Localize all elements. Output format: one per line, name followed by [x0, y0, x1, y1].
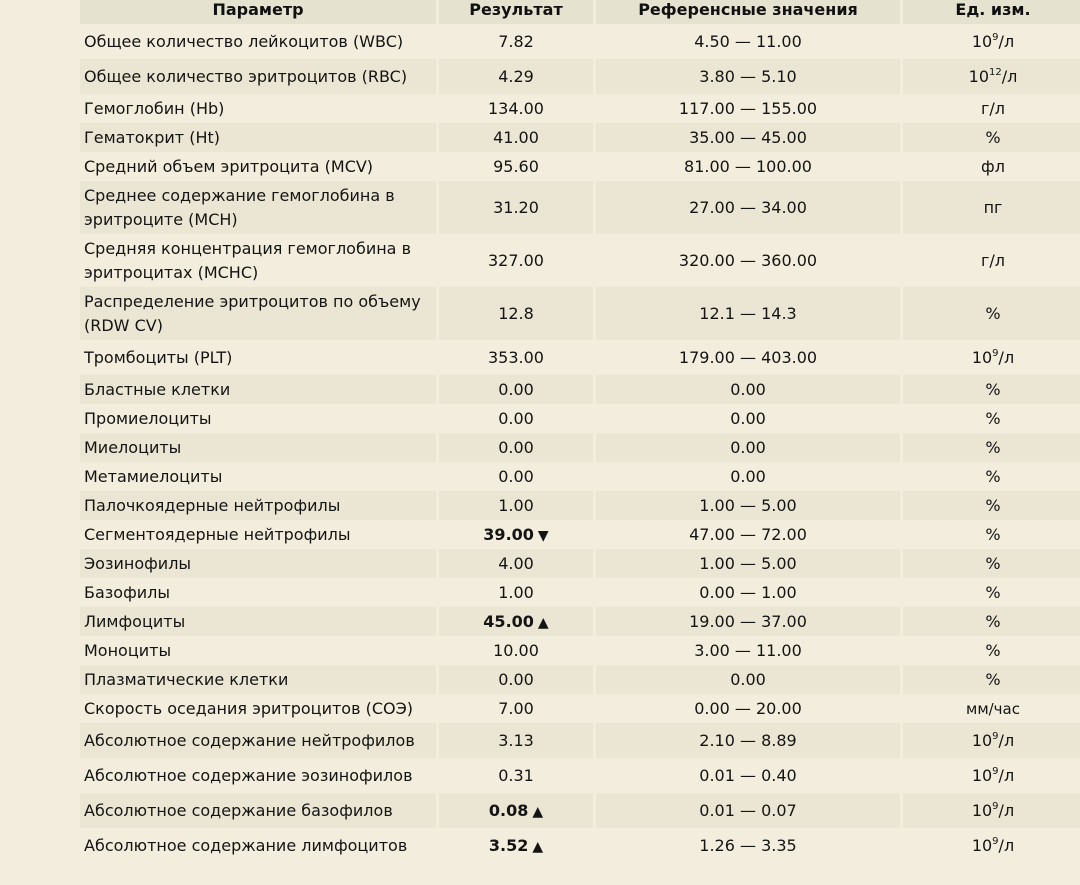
parameter-cell: Общее количество лейкоцитов (WBC)	[84, 31, 404, 51]
result-cell: 0.00	[498, 467, 534, 486]
result-cell: 31.20	[439, 181, 593, 234]
result-cell: 134.00	[488, 99, 544, 118]
unit-cell	[903, 828, 1080, 863]
unit-tail: /л	[998, 348, 1015, 367]
reference-cell: 1.00 — 5.00	[596, 549, 900, 578]
table-row	[80, 287, 1080, 340]
unit-cell: %	[985, 641, 1001, 660]
unit-cell	[903, 340, 1080, 375]
unit-cell: пг	[903, 181, 1080, 234]
reference-cell: 117.00 — 155.00	[678, 99, 818, 118]
reference-cell: 0.00	[730, 409, 766, 428]
table-row	[80, 433, 1080, 462]
result-cell: 353.00	[488, 348, 544, 367]
header-parameter: Параметр	[80, 0, 436, 24]
reference-cell: 3.00 — 11.00	[694, 641, 802, 660]
reference-cell: 0.00 — 20.00	[694, 699, 802, 718]
reference-cell: 0.00	[596, 375, 900, 404]
flagged-result-value: 3.52	[488, 836, 529, 855]
table-row	[80, 94, 1080, 123]
parameter-cell: Эозинофилы	[80, 549, 436, 578]
flagged-result-value: 45.00	[483, 612, 534, 631]
table-row	[80, 793, 1080, 828]
reference-cell: 320.00 — 360.00	[678, 251, 818, 270]
parameter-cell: Средний объем эритроцита (MCV)	[84, 156, 374, 176]
unit-cell: г/л	[980, 251, 1006, 270]
parameter-cell: Абсолютное содержание эозинофилов	[84, 765, 413, 785]
table-row	[80, 462, 1080, 491]
table-row	[80, 404, 1080, 433]
result-cell: 4.00	[439, 549, 593, 578]
unit-cell: %	[903, 123, 1080, 152]
result-cell	[439, 607, 593, 636]
unit-cell: %	[903, 375, 1080, 404]
parameter-cell: Гемоглобин (Hb)	[84, 98, 225, 118]
table-row	[80, 59, 1080, 94]
reference-cell: 1.26 — 3.35	[699, 836, 797, 855]
table-row	[80, 234, 1080, 287]
unit-base: 10	[971, 348, 993, 367]
reference-cell: 19.00 — 37.00	[596, 607, 900, 636]
parameter-cell: Скорость оседания эритроцитов (СОЭ)	[84, 698, 414, 718]
parameter-line-2: эритроците (MCH)	[84, 209, 238, 229]
unit-tail: /л	[1001, 67, 1018, 86]
arrow-down-icon: ▼	[537, 528, 549, 544]
unit-cell: %	[985, 409, 1001, 428]
flagged-result-value: 0.08	[488, 801, 529, 820]
reference-cell: 0.00 — 1.00	[699, 583, 797, 602]
unit-cell: мм/час	[966, 699, 1020, 718]
reference-cell: 0.01 — 0.07	[596, 793, 900, 828]
unit-cell: %	[903, 491, 1080, 520]
table-row	[80, 578, 1080, 607]
unit-exponent: 9	[992, 836, 999, 847]
table-row	[80, 491, 1080, 520]
parameter-cell: Плазматические клетки	[80, 665, 436, 694]
parameter-cell: Метамиелоциты	[84, 466, 223, 486]
unit-cell	[903, 793, 1080, 828]
unit-cell: %	[985, 583, 1001, 602]
unit-tail: /л	[998, 32, 1015, 51]
parameter-cell: Тромбоциты (PLT)	[84, 347, 233, 367]
table-row	[80, 607, 1080, 636]
unit-tail: /л	[998, 731, 1015, 750]
parameter-line-2: эритроцитах (MCHC)	[84, 262, 259, 282]
result-cell: 0.00	[498, 409, 534, 428]
table-row	[80, 665, 1080, 694]
unit-base: 10	[971, 766, 993, 785]
table-row	[80, 828, 1080, 863]
parameter-cell: Лимфоциты	[80, 607, 436, 636]
table-row	[80, 375, 1080, 404]
unit-tail: /л	[998, 801, 1015, 820]
result-cell: 7.82	[498, 32, 534, 51]
parameter-cell: Миелоциты	[80, 433, 436, 462]
unit-base: 10	[971, 731, 993, 750]
blood-test-table	[77, 0, 1080, 863]
unit-exponent: 12	[989, 67, 1002, 78]
unit-cell	[903, 758, 1080, 793]
result-cell: 95.60	[493, 157, 539, 176]
unit-exponent: 9	[992, 32, 999, 43]
unit-cell: фл	[981, 157, 1005, 176]
unit-cell: %	[903, 607, 1080, 636]
table-row	[80, 549, 1080, 578]
arrow-up-icon: ▲	[537, 615, 549, 631]
reference-cell: 0.00	[730, 467, 766, 486]
result-cell: 327.00	[488, 251, 544, 270]
result-cell: 10.00	[493, 641, 539, 660]
result-cell: 0.00	[439, 665, 593, 694]
table-row	[80, 723, 1080, 758]
table-row	[80, 181, 1080, 234]
unit-cell	[903, 59, 1080, 94]
unit-cell: %	[985, 467, 1001, 486]
unit-exponent: 9	[992, 801, 999, 812]
header-result: Результат	[439, 0, 593, 24]
result-cell: 12.8	[439, 287, 593, 340]
reference-cell: 179.00 — 403.00	[678, 348, 818, 367]
unit-cell: %	[903, 433, 1080, 462]
parameter-cell	[80, 234, 436, 287]
unit-base: 10	[971, 32, 993, 51]
unit-cell	[903, 24, 1080, 59]
unit-cell: %	[985, 525, 1001, 544]
unit-exponent: 9	[992, 766, 999, 777]
unit-cell: %	[903, 549, 1080, 578]
flagged-result-value: 39.00	[483, 525, 534, 544]
table-row	[80, 520, 1080, 549]
table-row	[80, 758, 1080, 793]
parameter-line-1: Распределение эритроцитов по объему	[84, 291, 421, 311]
reference-cell: 12.1 — 14.3	[596, 287, 900, 340]
parameter-cell: Абсолютное содержание нейтрофилов	[80, 723, 436, 758]
reference-cell: 4.50 — 11.00	[694, 32, 802, 51]
table-row	[80, 340, 1080, 375]
parameter-cell: Сегментоядерные нейтрофилы	[84, 524, 351, 544]
unit-tail: /л	[998, 836, 1015, 855]
table-row	[80, 152, 1080, 181]
result-cell	[439, 520, 593, 549]
unit-cell: г/л	[980, 99, 1006, 118]
table-row	[80, 24, 1080, 59]
unit-tail: /л	[998, 766, 1015, 785]
parameter-cell: Бластные клетки	[80, 375, 436, 404]
parameter-cell: Базофилы	[84, 582, 171, 602]
unit-cell: %	[903, 287, 1080, 340]
table-row	[80, 694, 1080, 723]
result-cell	[439, 793, 593, 828]
reference-cell: 2.10 — 8.89	[596, 723, 900, 758]
reference-cell: 81.00 — 100.00	[684, 157, 812, 176]
parameter-cell: Палочкоядерные нейтрофилы	[80, 491, 436, 520]
result-cell: 0.00	[439, 375, 593, 404]
unit-base: 10	[971, 801, 993, 820]
parameter-cell	[80, 181, 436, 234]
reference-cell: 3.80 — 5.10	[596, 59, 900, 94]
unit-base: 10	[971, 836, 993, 855]
header-unit: Ед. изм.	[903, 0, 1080, 24]
result-cell: 3.13	[439, 723, 593, 758]
result-cell: 7.00	[498, 699, 534, 718]
parameter-cell: Промиелоциты	[84, 408, 212, 428]
arrow-up-icon: ▲	[532, 839, 544, 855]
parameter-cell: Абсолютное содержание лимфоцитов	[84, 835, 408, 855]
unit-cell: %	[903, 665, 1080, 694]
parameter-cell: Абсолютное содержание базофилов	[80, 793, 436, 828]
reference-cell: 0.01 — 0.40	[699, 766, 797, 785]
parameter-cell: Моноциты	[84, 640, 172, 660]
parameter-line-1: Среднее содержание гемоглобина в	[84, 185, 395, 205]
reference-cell: 47.00 — 72.00	[689, 525, 807, 544]
table-row	[80, 123, 1080, 152]
header-reference: Референсные значения	[596, 0, 900, 24]
parameter-line-2: (RDW CV)	[84, 315, 163, 335]
parameter-cell	[80, 287, 436, 340]
unit-exponent: 9	[992, 731, 999, 742]
result-cell	[439, 828, 593, 863]
unit-cell	[903, 723, 1080, 758]
arrow-up-icon: ▲	[532, 804, 544, 820]
parameter-cell: Общее количество эритроцитов (RBC)	[80, 59, 436, 94]
result-cell: 4.29	[439, 59, 593, 94]
reference-cell: 1.00 — 5.00	[596, 491, 900, 520]
unit-exponent: 9	[992, 348, 999, 359]
result-cell: 1.00	[439, 491, 593, 520]
result-cell: 0.31	[498, 766, 534, 785]
result-cell: 41.00	[439, 123, 593, 152]
parameter-line-1: Средняя концентрация гемоглобина в	[84, 238, 411, 258]
reference-cell: 0.00	[596, 665, 900, 694]
result-cell: 1.00	[498, 583, 534, 602]
table-header-row	[80, 0, 1080, 24]
table-row	[80, 636, 1080, 665]
reference-cell: 35.00 — 45.00	[596, 123, 900, 152]
reference-cell: 27.00 — 34.00	[596, 181, 900, 234]
unit-base: 10	[968, 67, 989, 86]
parameter-cell: Гематокрит (Ht)	[80, 123, 436, 152]
result-cell: 0.00	[439, 433, 593, 462]
reference-cell: 0.00	[596, 433, 900, 462]
